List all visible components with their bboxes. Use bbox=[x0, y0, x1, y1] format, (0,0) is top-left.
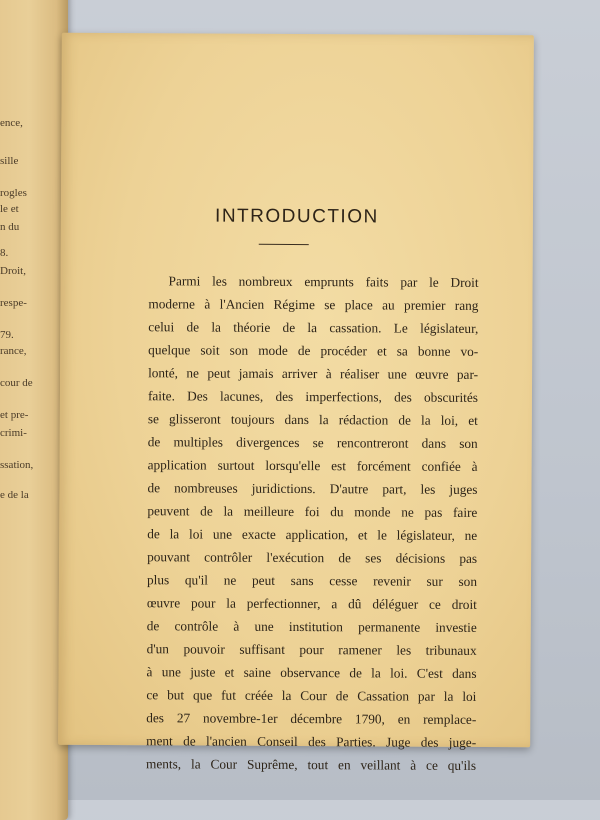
title-divider bbox=[259, 244, 309, 245]
left-page-fragment: rogles bbox=[0, 187, 27, 199]
left-page-fragment: ssation, bbox=[0, 459, 34, 471]
left-page-fragment: cour de bbox=[0, 377, 33, 389]
left-page-fragment: respe- bbox=[0, 297, 27, 309]
text-line: faite. Des lacunes, des imperfections, des obscurités bbox=[147, 388, 479, 405]
text-line: de contrôle à une institution permanente investie bbox=[146, 618, 477, 635]
left-page-fragment: et pre- bbox=[0, 409, 29, 421]
text-line: des 27 novembre-1er décembre 1790, en remplace- bbox=[146, 710, 477, 727]
left-page-fragment: ence, bbox=[0, 117, 23, 129]
text-line: application surtout lorsqu'elle est forcément confiée à bbox=[147, 457, 478, 474]
text-line: celui de la théorie de la cassation. Le législateur, bbox=[148, 319, 479, 336]
text-line: de nombreuses juridictions. D'autre part, les juges bbox=[147, 480, 478, 497]
left-page-fragment: 8. bbox=[0, 247, 9, 259]
text-line: à une juste et saine observance de la loi. C'est dans bbox=[146, 664, 477, 681]
text-line: de multiples divergences se rencontreront dans son bbox=[147, 434, 478, 451]
left-page-fragment: le et bbox=[0, 203, 19, 215]
left-page-fragment: n du bbox=[0, 221, 20, 233]
left-page-fragment: Droit, bbox=[0, 265, 26, 277]
text-line: ce but que fut créée la Cour de Cassation par la loi bbox=[146, 687, 477, 704]
left-page-fragment: e de la bbox=[0, 489, 29, 501]
left-page-fragment: 79. bbox=[0, 329, 14, 341]
text-line: Parmi les nombreux emprunts faits par le Droit bbox=[168, 273, 479, 290]
text-line: d'un pouvoir suffisant pour ramener les tribunaux bbox=[146, 641, 477, 658]
text-line: peuvent de la meilleure foi du monde ne pas faire bbox=[147, 503, 478, 520]
text-line: plus qu'il ne peut sans cesse revenir sur son bbox=[146, 572, 478, 589]
text-line: ment de l'ancien Conseil des Parties. Juge des juge- bbox=[146, 733, 477, 750]
left-page-fragment: sille bbox=[0, 155, 19, 167]
text-line: quelque soit son mode de procéder et sa bonne vo- bbox=[148, 342, 479, 359]
text-line: se glisseront toujours dans la rédaction de la loi, et bbox=[147, 411, 478, 428]
text-line: œuvre pour la perfectionner, a dû déléguer ce droit bbox=[146, 595, 477, 612]
body-text bbox=[146, 269, 479, 777]
text-line: lonté, ne peut jamais arriver à réaliser une œuvre par- bbox=[148, 365, 479, 382]
text-line: de la loi une exacte application, et le législateur, ne bbox=[147, 526, 478, 543]
left-page-fragment: rance, bbox=[0, 345, 27, 357]
text-line: ments, la Cour Suprême, tout en veillant à ce qu'ils bbox=[146, 756, 477, 773]
chapter-title: INTRODUCTION bbox=[215, 205, 379, 228]
text-line: moderne à l'Ancien Régime se place au premier rang bbox=[148, 296, 479, 313]
left-page-fragment: crimi- bbox=[0, 427, 27, 439]
book-page bbox=[58, 33, 534, 773]
text-line: pouvant contrôler l'exécution de ses décisions pas bbox=[147, 549, 478, 566]
